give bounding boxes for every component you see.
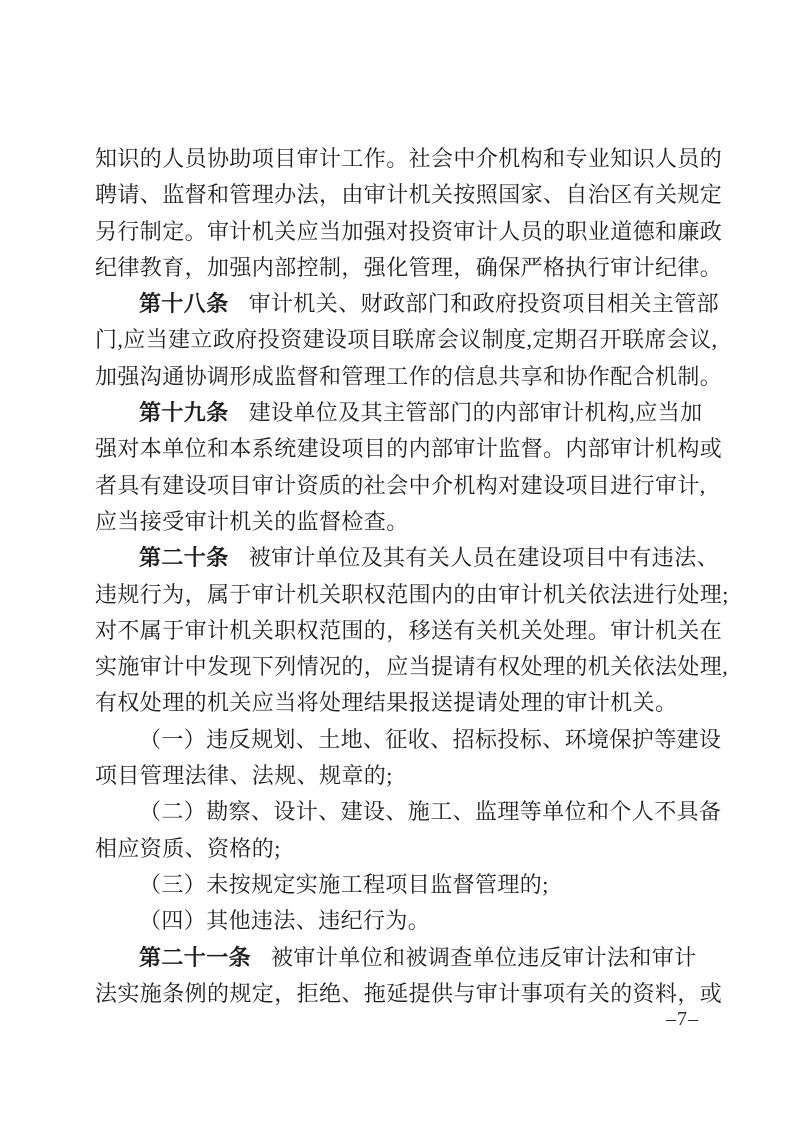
text-line-content: 被审计单位及其有关人员在建设项目中有违法、 bbox=[248, 545, 720, 571]
text-line: 有权处理的机关应当将处理结果报送提请处理的审计机关。 bbox=[95, 690, 678, 716]
text-line: 知识的人员协助项目审计工作。社会中介机构和专业知识人员的 bbox=[95, 146, 723, 171]
text-line bbox=[95, 395, 717, 431]
article-number: 第二十条 bbox=[139, 545, 229, 571]
text-line: （四）其他违法、违纪行为。 bbox=[139, 908, 431, 934]
text-line: 违规行为，属于审计机关职权范围内的由审计机关依法进行处理; bbox=[95, 581, 729, 607]
article-paragraph bbox=[95, 395, 723, 540]
text-line: 实施审计中发现下列情况的，应当提请有权处理的机关依法处理, bbox=[95, 654, 729, 680]
text-line bbox=[95, 286, 720, 322]
list-item-paragraph bbox=[95, 794, 722, 867]
text-line: （一）违反规划、土地、征收、招标投标、环境保护等建设 bbox=[139, 726, 722, 752]
text-line: 者具有建设项目审计资质的社会中介机构对建设项目进行审计, bbox=[95, 472, 706, 498]
document-body bbox=[95, 141, 729, 1012]
article-paragraph bbox=[95, 286, 723, 395]
article-number: 第二十一条 bbox=[139, 944, 252, 970]
text-line: 门,应当建立政府投资建设项目联席会议制度,定期召开联席会议, bbox=[95, 327, 718, 353]
text-line: 纪律教育，加强内部控制，强化管理，确保严格执行审计纪律。 bbox=[95, 254, 723, 280]
text-line: 法实施条例的规定，拒绝、拖延提供与审计事项有关的资料，或 bbox=[95, 980, 723, 1006]
article-paragraph bbox=[95, 540, 729, 721]
text-line: 应当接受审计机关的监督检查。 bbox=[95, 508, 409, 534]
body-paragraph bbox=[95, 141, 723, 286]
text-line: 项目管理法律、法规、规章的; bbox=[95, 763, 393, 789]
list-item-paragraph bbox=[95, 903, 717, 939]
text-line: 另行制定。审计机关应当加强对投资审计人员的职业道德和廉政 bbox=[95, 218, 723, 244]
text-line: 对不属于审计机关职权范围的，移送有关机关处理。审计机关在 bbox=[95, 617, 723, 643]
text-line bbox=[95, 540, 720, 576]
text-line-content: 审计机关、财政部门和政府投资项目相关主管部 bbox=[248, 291, 720, 317]
text-line bbox=[95, 940, 717, 976]
list-item-paragraph bbox=[95, 722, 722, 795]
article-number: 第十八条 bbox=[139, 291, 229, 317]
text-line: （三）未按规定实施工程项目监督管理的; bbox=[139, 871, 549, 897]
article-number: 第十九条 bbox=[139, 400, 229, 426]
text-line: 相应资质、资格的; bbox=[95, 835, 281, 861]
text-line: 加强沟通协调形成监督和管理工作的信息共享和协作配合机制。 bbox=[95, 363, 723, 389]
text-line: 聘请、监督和管理办法，由审计机关按照国家、自治区有关规定 bbox=[95, 182, 723, 208]
list-item-paragraph bbox=[95, 867, 717, 903]
text-line: （二）勘察、设计、建设、施工、监理等单位和个人不具备 bbox=[139, 799, 722, 825]
text-line: 强对本单位和本系统建设项目的内部审计监督。内部审计机构或 bbox=[95, 436, 723, 462]
article-paragraph bbox=[95, 940, 723, 1013]
text-line-content: 被审计单位和被调查单位违反审计法和审计 bbox=[271, 944, 697, 970]
page-number: –7– bbox=[666, 1008, 699, 1030]
text-line-content: 建设单位及其主管部门的内部审计机构,应当加 bbox=[248, 400, 703, 426]
